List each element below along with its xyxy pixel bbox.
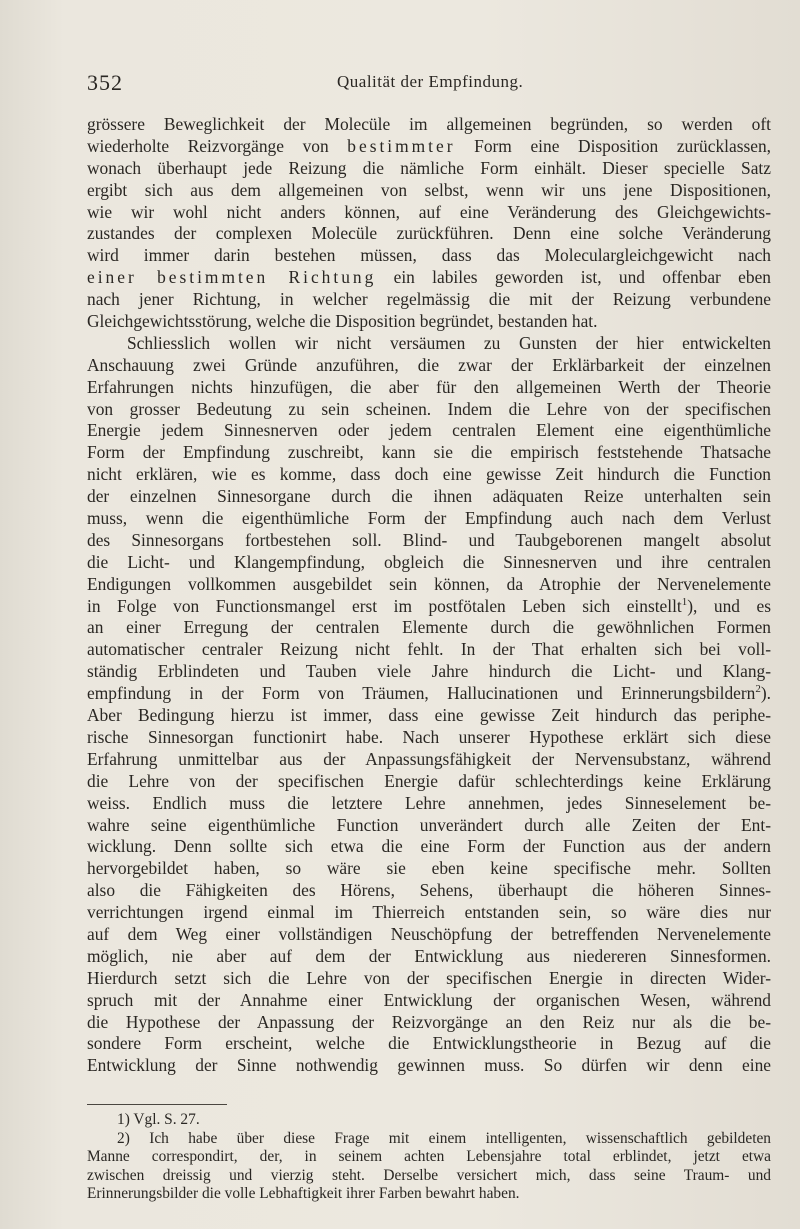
footnote-line: 2) Ich habe über diese Frage mit einem intelligenten, wissenschaftlich gebildeten [117,1129,771,1147]
page-number: 352 [87,70,123,95]
text-line: automatischer centraler Reizung nicht fehlt. In der That erhalten sich bei voll- [87,639,771,660]
text-line: die Licht- und Klangempfindung, obgleich die Sinnesnerven und ihre centralen [87,551,771,572]
text-line: sondere Form erscheint, welche die Entwicklungstheorie in Bezug auf die [87,1033,771,1054]
text-line: verrichtungen irgend einmal im Thierreich entstanden sein, so wäre dies nur [87,902,771,923]
text-line: spruch mit der Annahme einer Entwicklung der organischen Wesen, während [87,989,771,1010]
footnote [87,1111,771,1130]
text-line: Form der Empfindung zuschreibt, kann sie die empirisch feststehende Thatsache [87,442,771,463]
text-line: von grosser Bedeutung zu sein scheinen. Indem die Lehre von der specifischen [87,398,771,419]
text-line: die Lehre von der specifischen Energie dafür schlechterdings keine Erklärung [87,770,771,791]
text-line: Schliesslich wollen wir nicht versäumen zu Gunsten der hier entwickelten [127,332,771,353]
text-line: Energie jedem Sinnesnerven oder jedem centralen Element eine eigenthümliche [87,420,771,441]
footnote-line: Erinnerungsbilder die volle Lebhaftigkeit ihrer Farben bewahrt haben. [87,1185,520,1202]
text-line: Endigungen vollkommen ausgebildet sein können, da Atrophie der Nervenelemente [87,573,771,594]
text-line: rische Sinnesorgan functionirt habe. Nach unserer Hypothese erklärt sich diese [87,726,771,747]
text-line: der einzelnen Sinnesorgane durch die ihnen adäquaten Reize unterhalten sein [87,486,771,507]
text-line: wonach überhaupt jede Reizung die nämliche Form einhält. Dieser specielle Satz [87,157,771,178]
text-line: empfindung in der Form von Träumen, Hallucinationen und Erinnerungsbildern$^2$). [87,683,771,704]
text-line: auf dem Weg einer vollständigen Neuschöpfung der betreffenden Nervenelemente [87,923,771,944]
text-line: grössere Beweglichkeit der Molecüle im allgemeinen begründen, so werden oft [87,114,771,134]
text-line: nach jener Richtung, in welcher regelmässig die mit der Reizung verbundene [87,289,771,310]
text-line: ergibt sich aus dem allgemeinen von selbst, wenn wir uns jene Dispositionen, [87,179,771,200]
text-line: ständig Erblindeten und Tauben viele Jahre hindurch die Licht- und Klang- [87,661,771,682]
text-line: Entwicklung der Sinne nothwendig gewinnen muss. So dürfen wir denn eine [87,1055,771,1076]
footnote-line: Manne correspondirt, der, in seinem achten Lebensjahre total erblindet, jetzt etwa [87,1148,771,1165]
text-line: weiss. Endlich muss die letztere Lehre annehmen, jedes Sinneselement be- [87,792,771,813]
paragraph [87,114,771,333]
text-line: wie wir wohl nicht anders können, auf eine Veränderung des Gleichgewichts- [87,201,771,222]
text-line: wicklung. Denn sollte sich etwa die eine Form der Function aus der andern [87,836,771,857]
text-line: Hierdurch setzt sich die Lehre von der specifischen Energie in directen Wider- [87,967,771,988]
text-line: zustandes der complexen Molecüle zurückführen. Denn eine solche Veränderung [87,223,771,244]
text-line: Aber Bedingung hierzu ist immer, dass eine gewisse Zeit hindurch das periphe- [87,705,771,726]
text-line: des Sinnesorgans fortbestehen soll. Blind- und Taubgeborenen mangelt absolut [87,529,771,550]
text-line: wahre seine eigenthümliche Function unverändert durch alle Zeiten der Ent- [87,814,771,835]
footnote-divider [87,1104,227,1105]
footnote-line: zwischen dreissig und vierzig steht. Derselbe versichert mich, dass seine Traum- und [87,1166,771,1184]
text-line: möglich, nie aber auf dem der Entwicklung aus niedereren Sinnesformen. [87,945,771,966]
body-text [87,114,771,1077]
text-line: also die Fähigkeiten des Hörens, Sehens, überhaupt die höheren Sinnes- [87,880,771,901]
running-head: Qualität der Empfindung. [337,72,524,91]
text-line: einer bestimmten Richtung ein labiles geworden ist, und offenbar eben [87,267,771,288]
text-line: die Hypothese der Anpassung der Reizvorgänge an den Reiz nur als die be- [87,1011,771,1032]
text-line: hervorgebildet haben, so wäre sie eben keine specifische mehr. Sollten [87,858,771,879]
footnotes [87,1111,771,1204]
page-header [87,70,777,100]
text-line: nicht erklären, wie es komme, dass doch eine gewisse Zeit hindurch die Function [87,464,771,485]
text-line: Anschauung zwei Gründe anzuführen, die zwar der Erklärbarkeit der einzelnen [87,354,771,375]
footnote [87,1130,771,1204]
text-line: Erfahrung unmittelbar aus der Anpassungsfähigkeit der Nervensubstanz, während [87,748,771,769]
text-line: wird immer darin bestehen müssen, dass das Moleculargleichgewicht nach [87,245,771,266]
text-line: Erfahrungen nichts hinzufügen, die aber für den allgemeinen Werth der Theorie [87,376,771,397]
text-line: muss, wenn die eigenthümliche Form der Empfindung auch nach dem Verlust [87,508,771,529]
text-line: wiederholte Reizvorgänge von bestimmter Form eine Disposition zurücklassen, [87,135,771,156]
text-line: Gleichgewichtsstörung, welche die Disposition begründet, bestanden hat. [87,311,598,332]
paragraph [87,333,771,1077]
footnote-line: 1) Vgl. S. 27. [117,1111,200,1128]
text-line: in Folge von Functionsmangel erst im postfötalen Leben sich einstellt$^1$), und es [87,595,771,616]
text-line: an einer Erregung der centralen Elemente durch die gewöhnlichen Formen [87,617,771,638]
